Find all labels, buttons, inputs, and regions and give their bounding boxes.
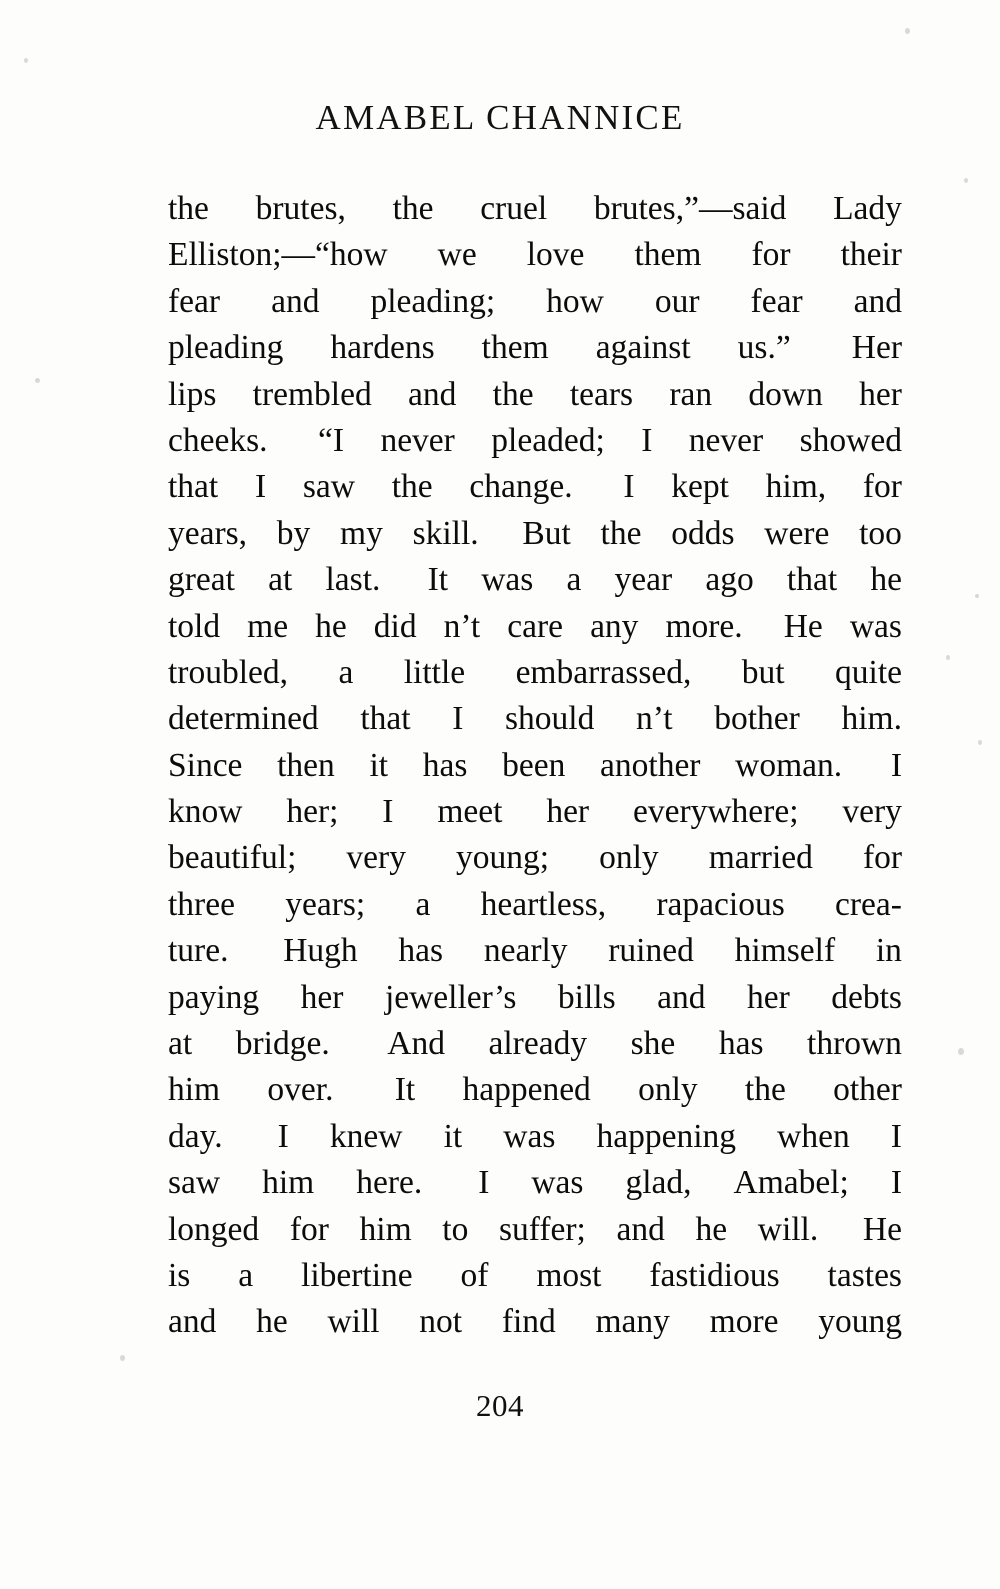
word: it	[369, 746, 389, 784]
text-line	[168, 1067, 902, 1113]
text-line	[168, 1299, 902, 1345]
word: skill.	[412, 514, 479, 552]
word: the	[391, 468, 433, 506]
text-line	[168, 418, 902, 464]
text-line	[168, 186, 902, 232]
word: great	[168, 561, 235, 599]
word: pleading	[168, 329, 284, 367]
word: find	[501, 1303, 556, 1341]
word: we	[437, 236, 477, 274]
scan-speck	[24, 58, 28, 63]
word: for	[862, 839, 902, 877]
word: last.	[325, 561, 381, 599]
word: He	[783, 607, 823, 645]
word: I	[277, 1117, 289, 1155]
word: I	[890, 746, 902, 784]
word: love	[526, 236, 585, 274]
word: should	[505, 700, 595, 738]
scan-speck	[946, 655, 950, 660]
word: n’t	[443, 607, 481, 645]
scan-speck	[905, 28, 910, 34]
text-line	[168, 743, 902, 789]
word: trembled	[252, 375, 372, 413]
word: them	[481, 329, 549, 367]
word: but	[741, 653, 785, 691]
word: for	[862, 468, 902, 506]
text-line	[168, 650, 902, 696]
word: cheeks.	[168, 421, 268, 459]
word: married	[708, 839, 813, 877]
word: more.	[665, 607, 743, 645]
word: him.	[841, 700, 902, 738]
text-line	[168, 557, 902, 603]
word: it	[443, 1117, 463, 1155]
word: happened	[462, 1071, 591, 1109]
text-line	[168, 789, 902, 835]
word: showed	[799, 421, 902, 459]
scan-speck	[978, 740, 982, 745]
word: suffer;	[499, 1210, 586, 1248]
text-line	[168, 928, 902, 974]
word: I	[890, 1117, 902, 1155]
word: Lady	[833, 190, 902, 227]
word: rapacious	[656, 885, 785, 923]
word: It	[427, 561, 449, 599]
word: and	[657, 978, 706, 1016]
word: will.	[757, 1210, 819, 1248]
word: day.	[168, 1117, 223, 1155]
word: down	[748, 375, 823, 413]
word: has	[718, 1025, 764, 1063]
text-line	[168, 835, 902, 881]
word: he	[256, 1303, 288, 1341]
word: for	[289, 1210, 329, 1248]
word: was	[531, 1164, 584, 1202]
word: never	[380, 421, 455, 459]
word: meet	[437, 793, 503, 831]
text-line	[168, 1114, 902, 1160]
text-line	[168, 882, 902, 928]
word: he	[695, 1210, 728, 1248]
word: any	[590, 607, 639, 645]
word: he	[315, 607, 347, 645]
word: ture.	[168, 932, 229, 970]
word: I	[478, 1164, 490, 1202]
scan-speck	[975, 594, 979, 598]
word: tastes	[827, 1256, 902, 1294]
scan-speck	[120, 1355, 125, 1361]
word: know	[168, 793, 243, 831]
text-line	[168, 372, 902, 418]
word: her	[859, 375, 902, 413]
word: was	[503, 1117, 556, 1155]
word: more	[709, 1303, 779, 1341]
word: beautiful;	[168, 839, 297, 877]
word: a	[238, 1256, 254, 1294]
text-line	[168, 232, 902, 278]
word: did	[373, 607, 417, 645]
word: quite	[835, 653, 902, 691]
word: never	[688, 421, 764, 459]
word: three	[168, 885, 235, 923]
word: in	[875, 932, 902, 970]
word: not	[419, 1303, 463, 1341]
word: the	[392, 190, 434, 227]
word: the	[744, 1071, 786, 1109]
word: I	[382, 793, 394, 831]
word: tears	[569, 375, 634, 413]
scan-speck	[958, 1048, 964, 1055]
word: debts	[831, 978, 902, 1016]
word: lips	[168, 375, 217, 413]
word: very	[842, 793, 902, 831]
word: fear	[168, 282, 221, 320]
body-text	[168, 186, 902, 1346]
word: himself	[734, 932, 836, 970]
word: and	[408, 375, 457, 413]
word: hardens	[330, 329, 435, 367]
word: for	[751, 236, 791, 274]
word: happening	[596, 1117, 737, 1155]
word: she	[630, 1025, 676, 1063]
text-line	[168, 696, 902, 742]
word: me	[247, 607, 289, 645]
word: were	[764, 514, 830, 552]
word: only	[638, 1071, 698, 1109]
word: at	[168, 1025, 193, 1063]
word: Amabel;	[733, 1164, 849, 1202]
word: her	[300, 978, 344, 1016]
word: troubled,	[168, 653, 289, 691]
word: been	[502, 746, 566, 784]
word: too	[859, 514, 902, 552]
word: how	[546, 282, 604, 320]
word: very	[346, 839, 406, 877]
word: by	[276, 514, 311, 552]
word: embarrassed,	[515, 653, 692, 691]
word: young	[818, 1303, 902, 1341]
word: another	[600, 746, 701, 784]
word: knew	[329, 1117, 403, 1155]
word: years,	[168, 514, 248, 552]
word: and	[616, 1210, 665, 1248]
word: and	[168, 1303, 217, 1341]
word: paying	[168, 978, 260, 1016]
word: has	[398, 932, 444, 970]
text-line	[168, 325, 902, 371]
word: Since	[168, 746, 243, 784]
word: him	[359, 1210, 412, 1248]
word: saw	[168, 1164, 221, 1202]
word: when	[777, 1117, 850, 1155]
word: fastidious	[649, 1256, 780, 1294]
word: and	[271, 282, 320, 320]
word: him,	[765, 468, 827, 506]
scan-speck	[964, 178, 968, 183]
word: And	[387, 1025, 445, 1063]
word: “I	[317, 421, 344, 459]
page-number: 204	[476, 1388, 524, 1423]
word: year	[614, 561, 673, 599]
word: and	[853, 282, 902, 320]
word: here.	[356, 1164, 423, 1202]
word: libertine	[301, 1256, 413, 1294]
word: most	[536, 1256, 602, 1294]
word: brutes,	[255, 190, 346, 227]
word: ago	[705, 561, 754, 599]
text-line	[168, 464, 902, 510]
word: pleading;	[370, 282, 496, 320]
word: thrown	[807, 1025, 902, 1063]
word: ruined	[608, 932, 694, 970]
word: saw	[302, 468, 355, 506]
word: care	[507, 607, 564, 645]
word: heartless,	[480, 885, 607, 923]
word: pleaded;	[491, 421, 605, 459]
word: over.	[267, 1071, 334, 1109]
word: that	[168, 468, 219, 506]
text-line	[168, 975, 902, 1021]
word: a	[566, 561, 582, 599]
scan-speck	[35, 378, 40, 383]
word: Elliston;—“how	[168, 236, 388, 274]
word: told	[168, 607, 221, 645]
word: at	[268, 561, 293, 599]
word: her	[746, 978, 790, 1016]
word: years;	[285, 885, 366, 923]
word: longed	[168, 1210, 260, 1248]
word: I	[452, 700, 464, 738]
word: a	[338, 653, 354, 691]
word: I	[623, 468, 635, 506]
word: him	[262, 1164, 315, 1202]
word: was	[481, 561, 534, 599]
word: glad,	[625, 1164, 692, 1202]
word: has	[422, 746, 468, 784]
word: will	[327, 1303, 380, 1341]
word: her;	[286, 793, 339, 831]
word: cruel	[480, 190, 548, 227]
word: n’t	[636, 700, 673, 738]
word: Hugh	[283, 932, 358, 970]
word: the	[168, 190, 209, 227]
word: everywhere;	[632, 793, 799, 831]
text-line	[168, 279, 902, 325]
word: odds	[671, 514, 735, 552]
word: I	[890, 1164, 902, 1202]
word: kept	[671, 468, 729, 506]
word: a	[415, 885, 431, 923]
word: us.”	[737, 329, 791, 367]
word: young;	[456, 839, 550, 877]
word: he	[870, 561, 902, 599]
word: to	[442, 1210, 469, 1248]
word: brutes,”—said	[593, 190, 787, 227]
word: change.	[469, 468, 573, 506]
word: I	[641, 421, 653, 459]
word: that	[786, 561, 838, 599]
word: was	[849, 607, 902, 645]
text-line	[168, 1160, 902, 1206]
word: other	[833, 1071, 902, 1109]
word: bridge.	[235, 1025, 330, 1063]
word: crea-	[835, 885, 902, 923]
word: their	[840, 236, 902, 274]
word: determined	[168, 700, 319, 738]
word: my	[340, 514, 383, 552]
text-line	[168, 1021, 902, 1067]
word: jeweller’s	[384, 978, 517, 1016]
word: bills	[557, 978, 616, 1016]
word: is	[168, 1256, 191, 1294]
word: them	[634, 236, 702, 274]
word: But	[522, 514, 571, 552]
word: Her	[851, 329, 902, 367]
word: nearly	[483, 932, 568, 970]
word: bother	[714, 700, 800, 738]
word: the	[600, 514, 642, 552]
word: him	[168, 1071, 221, 1109]
text-line	[168, 1207, 902, 1253]
word: many	[595, 1303, 670, 1341]
text-line	[168, 511, 902, 557]
word: I	[254, 468, 267, 506]
word: that	[360, 700, 411, 738]
word: against	[595, 329, 691, 367]
word: little	[403, 653, 466, 691]
word: then	[277, 746, 335, 784]
word: fear	[750, 282, 803, 320]
word: the	[492, 375, 534, 413]
word: He	[862, 1210, 902, 1248]
word: ran	[669, 375, 713, 413]
word: already	[488, 1025, 588, 1063]
word: It	[394, 1071, 416, 1109]
word: woman.	[735, 746, 843, 784]
word: only	[599, 839, 659, 877]
word: her	[546, 793, 590, 831]
word: our	[654, 282, 700, 320]
text-line	[168, 604, 902, 650]
running-head: AMABEL CHANNICE	[315, 98, 685, 137]
word: of	[460, 1256, 489, 1294]
text-line	[168, 1253, 902, 1299]
